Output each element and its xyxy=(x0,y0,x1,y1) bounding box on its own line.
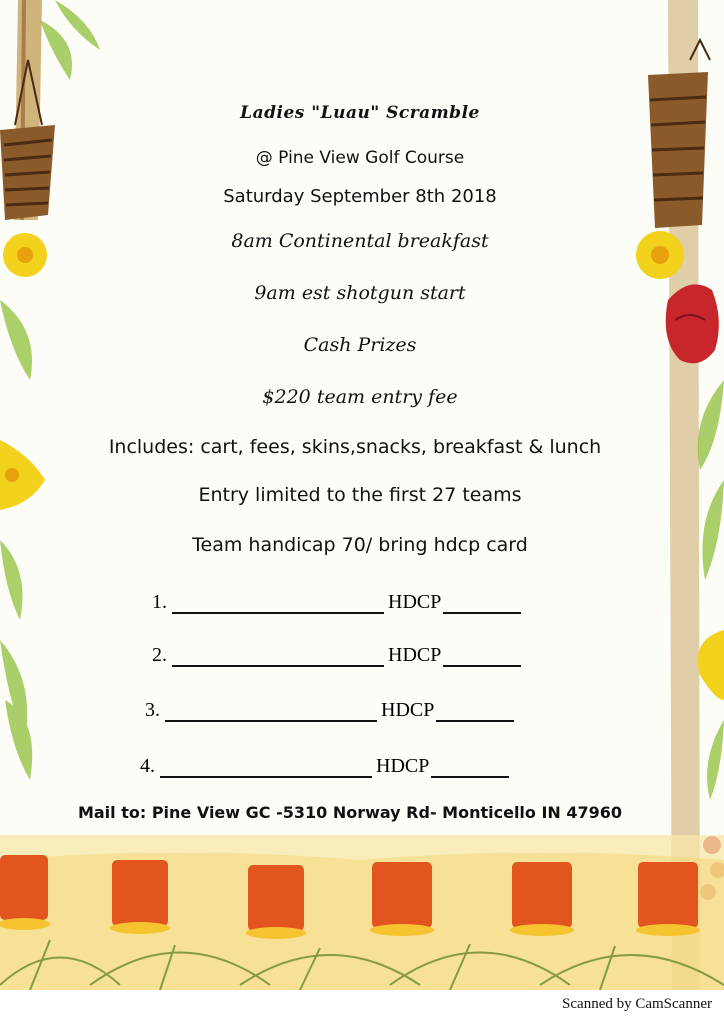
cash-prizes: Cash Prizes xyxy=(303,334,417,356)
player-number: 1. xyxy=(152,591,167,613)
player-entry-row[interactable] xyxy=(140,750,509,778)
hdcp-blank[interactable] xyxy=(431,752,509,778)
player-name-blank[interactable] xyxy=(172,588,384,614)
player-entry-row[interactable] xyxy=(152,586,521,614)
player-name-blank[interactable] xyxy=(160,752,372,778)
scan-watermark: Scanned by CamScanner xyxy=(562,996,712,1012)
player-entry-row[interactable] xyxy=(152,639,521,667)
event-venue: @ Pine View Golf Course xyxy=(255,148,465,168)
entry-limit: Entry limited to the first 27 teams xyxy=(198,484,522,506)
team-handicap: Team handicap 70/ bring hdcp card xyxy=(192,534,528,556)
hdcp-blank[interactable] xyxy=(436,696,514,722)
hdcp-label: HDCP xyxy=(388,591,442,613)
hdcp-label: HDCP xyxy=(388,644,442,666)
player-number: 3. xyxy=(145,699,160,721)
event-title: Ladies "Luau" Scramble xyxy=(240,103,480,123)
player-entry-row[interactable] xyxy=(145,694,514,722)
mail-to-address: Mail to: Pine View GC -5310 Norway Rd- Monticello IN 47960 xyxy=(77,803,623,822)
shotgun-start: 9am est shotgun start xyxy=(254,282,466,304)
hdcp-blank[interactable] xyxy=(443,588,521,614)
flyer-text xyxy=(40,0,680,990)
entry-fee: $220 team entry fee xyxy=(262,386,458,408)
event-date: Saturday September 8th 2018 xyxy=(223,186,497,207)
hdcp-blank[interactable] xyxy=(443,641,521,667)
player-number: 2. xyxy=(152,644,167,666)
player-number: 4. xyxy=(140,755,155,777)
player-name-blank[interactable] xyxy=(172,641,384,667)
fee-includes: Includes: cart, fees, skins,snacks, breakfast & lunch xyxy=(108,436,602,458)
player-name-blank[interactable] xyxy=(165,696,377,722)
hdcp-label: HDCP xyxy=(376,755,430,777)
breakfast-time: 8am Continental breakfast xyxy=(231,230,489,252)
hdcp-label: HDCP xyxy=(381,699,435,721)
